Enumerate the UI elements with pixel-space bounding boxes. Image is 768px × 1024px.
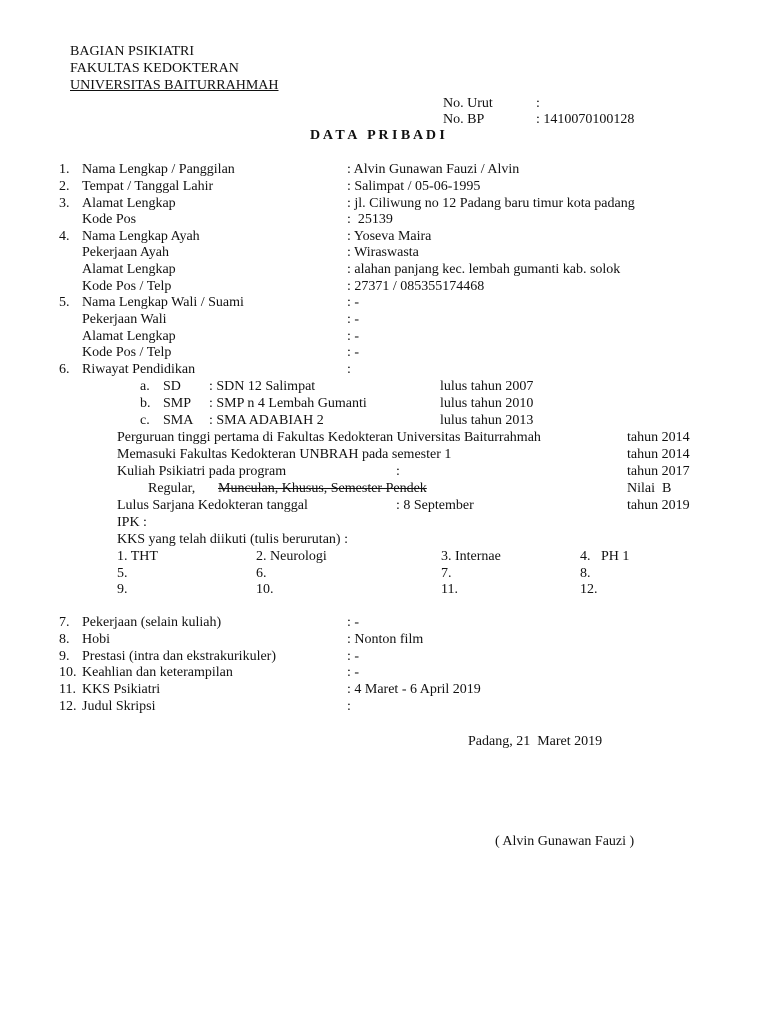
kks-item: 11. — [441, 582, 458, 597]
field-label: Riwayat Pendidikan — [82, 362, 196, 377]
no-urut-value: : — [536, 96, 540, 111]
field-label: Pekerjaan Ayah — [82, 245, 169, 260]
field-value: : - — [347, 665, 360, 680]
field-label: Kode Pos / Telp — [82, 345, 172, 360]
header-university: UNIVERSITAS BAITURRAHMAH — [70, 78, 279, 93]
item-number: 2. — [59, 179, 70, 194]
field-label: Alamat Lengkap — [82, 196, 176, 211]
kks-item: 3. Internae — [441, 549, 501, 564]
item-number: 9. — [59, 649, 70, 664]
psikiatri-program-year: tahun 2017 — [627, 464, 690, 479]
field-label: Nama Lengkap / Panggilan — [82, 162, 235, 177]
field-value: : alahan panjang kec. lembah gumanti kab. solok — [347, 262, 621, 277]
field-label: Prestasi (intra dan ekstrakurikuler) — [82, 649, 276, 664]
edu-year: lulus tahun 2007 — [440, 379, 534, 394]
item-number: 3. — [59, 196, 70, 211]
field-value: : - — [347, 649, 360, 664]
field-label: Nama Lengkap Wali / Suami — [82, 295, 244, 310]
field-value: : - — [347, 295, 360, 310]
univ-first-year: tahun 2014 — [627, 430, 690, 445]
field-value: : - — [347, 312, 360, 327]
lulus-sarjana: Lulus Sarjana Kedokteran tanggal — [117, 498, 308, 513]
field-label: Hobi — [82, 632, 110, 647]
field-label: Kode Pos — [82, 212, 137, 227]
item-number: 5. — [59, 295, 70, 310]
edu-school: : SMP n 4 Lembah Gumanti — [209, 396, 367, 411]
field-label: Keahlian dan keterampilan — [82, 665, 233, 680]
edu-school: : SMA ADABIAH 2 — [209, 413, 324, 428]
no-bp-value: : 1410070100128 — [536, 112, 635, 127]
item-number: 4. — [59, 229, 70, 244]
page-title: D A T A P R I B A D I — [310, 128, 445, 143]
field-value: : Wiraswasta — [347, 245, 419, 260]
edu-index: a. — [140, 379, 150, 394]
program-regular: Regular, — [148, 481, 196, 496]
edu-year: lulus tahun 2013 — [440, 413, 534, 428]
edu-level: SD — [163, 379, 181, 394]
field-label: Nama Lengkap Ayah — [82, 229, 200, 244]
field-value: : - — [347, 329, 360, 344]
signature-name: ( Alvin Gunawan Fauzi ) — [495, 834, 635, 849]
field-value: : Alvin Gunawan Fauzi / Alvin — [347, 162, 520, 177]
field-value: : Nonton film — [347, 632, 424, 647]
edu-index: c. — [140, 413, 150, 428]
lulus-sarjana-year: tahun 2019 — [627, 498, 690, 513]
field-value: : 25139 — [347, 212, 393, 227]
kks-item: 8. — [580, 566, 591, 581]
item-number: 6. — [59, 362, 70, 377]
kks-item: 9. — [117, 582, 128, 597]
field-label: Kode Pos / Telp — [82, 279, 172, 294]
field-value: : — [347, 699, 351, 714]
kks-item: 7. — [441, 566, 452, 581]
field-value: : - — [347, 345, 360, 360]
kks-item: 2. Neurologi — [256, 549, 327, 564]
kks-item: 12. — [580, 582, 598, 597]
field-label: Tempat / Tanggal Lahir — [82, 179, 214, 194]
kks-item: 4. PH 1 — [580, 549, 630, 564]
kks-item: 10. — [256, 582, 274, 597]
field-label: Pekerjaan (selain kuliah) — [82, 615, 222, 630]
univ-first: Perguruan tinggi pertama di Fakultas Kedokteran Universitas Baiturrahmah — [117, 430, 541, 445]
item-number: 1. — [59, 162, 70, 177]
field-label: Alamat Lengkap — [82, 262, 176, 277]
field-value: : 27371 / 085355174468 — [347, 279, 485, 294]
psikiatri-program-colon: : — [396, 464, 400, 479]
no-bp-label: No. BP — [443, 112, 485, 127]
field-value: : 4 Maret - 6 April 2019 — [347, 682, 481, 697]
kks-label: KKS yang telah diikuti (tulis berurutan) : — [117, 532, 348, 547]
edu-year: lulus tahun 2010 — [440, 396, 534, 411]
place-date: Padang, 21 Maret 2019 — [468, 734, 603, 749]
field-value: : - — [347, 615, 360, 630]
field-value: : Salimpat / 05-06-1995 — [347, 179, 481, 194]
program-struck-options: Munculan, Khusus, Semester Pendek — [218, 481, 427, 496]
item-number: 7. — [59, 615, 70, 630]
edu-level: SMA — [163, 413, 194, 428]
psikiatri-program: Kuliah Psikiatri pada program — [117, 464, 287, 479]
edu-index: b. — [140, 396, 151, 411]
header-faculty: FAKULTAS KEDOKTERAN — [70, 61, 239, 76]
kks-item: 5. — [117, 566, 128, 581]
nilai: Nilai B — [627, 481, 672, 496]
ipk: IPK : — [117, 515, 147, 530]
edu-school: : SDN 12 Salimpat — [209, 379, 316, 394]
lulus-sarjana-date: : 8 September — [396, 498, 474, 513]
header-department: BAGIAN PSIKIATRI — [70, 44, 195, 59]
univ-enter-year: tahun 2014 — [627, 447, 690, 462]
field-label: Alamat Lengkap — [82, 329, 176, 344]
item-number: 10. — [59, 665, 77, 680]
field-value: : Yoseva Maira — [347, 229, 432, 244]
item-number: 8. — [59, 632, 70, 647]
field-label: KKS Psikiatri — [82, 682, 161, 697]
kks-item: 6. — [256, 566, 267, 581]
univ-enter: Memasuki Fakultas Kedokteran UNBRAH pada semester 1 — [117, 447, 452, 462]
no-urut-label: No. Urut — [443, 96, 493, 111]
kks-item: 1. THT — [117, 549, 158, 564]
field-value: : jl. Ciliwung no 12 Padang baru timur kota padang — [347, 196, 635, 211]
item-number: 11. — [59, 682, 76, 697]
field-label: Judul Skripsi — [82, 699, 156, 714]
item-number: 12. — [59, 699, 77, 714]
edu-level: SMP — [163, 396, 192, 411]
field-label: Pekerjaan Wali — [82, 312, 167, 327]
field-value: : — [347, 362, 351, 377]
